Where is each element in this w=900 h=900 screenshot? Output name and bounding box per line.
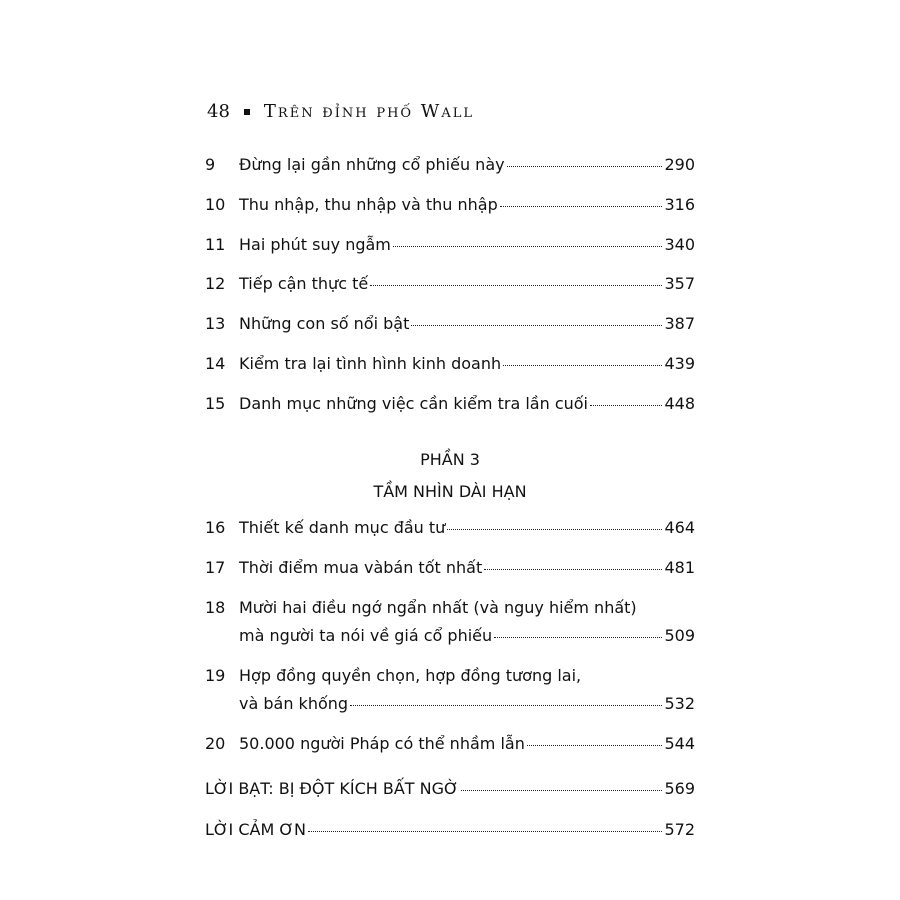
part-label: PHẦN 3 — [420, 450, 480, 469]
chapter-number: 9 — [205, 155, 216, 174]
chapter-page: 544 — [664, 734, 695, 753]
chapter-number: 14 — [205, 354, 226, 373]
dot-leader — [527, 744, 663, 746]
dot-leader — [370, 284, 662, 286]
part-title: TẦM NHÌN DÀI HẠN — [373, 482, 527, 501]
chapter-number: 18 — [205, 598, 226, 617]
chapter-page: 532 — [664, 694, 695, 713]
back-matter-title: LỜI BẠT: BỊ ĐỘT KÍCH BẤT NGỜ — [205, 779, 459, 798]
dot-leader — [308, 830, 663, 832]
chapter-title: Hai phút suy ngẫm — [239, 235, 391, 254]
back-matter-title: LỜI CẢM ƠN — [205, 820, 306, 839]
dot-leader — [393, 245, 663, 247]
chapter-page: 439 — [664, 354, 695, 373]
chapter-title: Tiếp cận thực tế — [239, 274, 369, 293]
dot-leader — [590, 404, 662, 406]
chapter-page: 290 — [664, 155, 695, 174]
chapter-page: 387 — [664, 314, 695, 333]
toc-entry-19 — [205, 666, 695, 716]
toc-entry-18 — [205, 598, 695, 648]
chapter-number: 11 — [205, 235, 226, 254]
dot-leader — [350, 704, 662, 706]
header-bullet — [244, 109, 250, 115]
chapter-number: 10 — [205, 195, 226, 214]
chapter-title: Đừng lại gần những cổ phiếu này — [239, 155, 505, 174]
dot-leader — [411, 324, 662, 326]
chapter-title: Những con số nổi bật — [239, 314, 410, 333]
chapter-title-line1: Mười hai điều ngớ ngẩn nhất (và nguy hiểm nhất) — [239, 598, 637, 617]
chapter-title: Danh mục những việc cần kiểm tra lần cuối — [239, 394, 588, 413]
chapter-page: 340 — [664, 235, 695, 254]
back-matter-page: 572 — [664, 820, 695, 839]
chapter-title: Kiểm tra lại tình hình kinh doanh — [239, 354, 502, 373]
chapter-page: 448 — [664, 394, 695, 413]
chapter-title-line1: Hợp đồng quyền chọn, hợp đồng tương lai, — [239, 666, 582, 685]
chapter-page: 464 — [664, 518, 695, 537]
chapter-title: Thiết kế danh mục đầu tư — [239, 518, 446, 537]
chapter-number: 17 — [205, 558, 226, 577]
dot-leader — [484, 568, 662, 570]
chapter-title: Thu nhập, thu nhập và thu nhập — [239, 195, 498, 214]
book-title: Trên đỉnh phố Wall — [263, 101, 474, 122]
chapter-number: 15 — [205, 394, 226, 413]
back-matter-page: 569 — [664, 779, 695, 798]
chapter-page: 316 — [664, 195, 695, 214]
chapter-number: 12 — [205, 274, 226, 293]
dot-leader — [461, 789, 663, 791]
chapter-page: 357 — [664, 274, 695, 293]
chapter-number: 16 — [205, 518, 226, 537]
dot-leader — [447, 528, 662, 530]
running-header — [207, 101, 474, 122]
dot-leader — [500, 205, 663, 207]
chapter-page: 481 — [664, 558, 695, 577]
chapter-title: Thời điểm mua vàbán tốt nhất — [239, 558, 483, 577]
dot-leader — [494, 636, 662, 638]
dot-leader — [507, 165, 663, 167]
dot-leader — [503, 364, 662, 366]
chapter-number: 19 — [205, 666, 226, 685]
chapter-number: 20 — [205, 734, 226, 753]
chapter-title-line2: mà người ta nói về giá cổ phiếu — [239, 626, 493, 645]
chapter-page: 509 — [664, 626, 695, 645]
page-number: 48 — [207, 101, 230, 122]
chapter-number: 13 — [205, 314, 226, 333]
chapter-title-line2: và bán khống — [239, 694, 349, 713]
chapter-title: 50.000 người Pháp có thể nhầm lẫn — [239, 734, 525, 753]
